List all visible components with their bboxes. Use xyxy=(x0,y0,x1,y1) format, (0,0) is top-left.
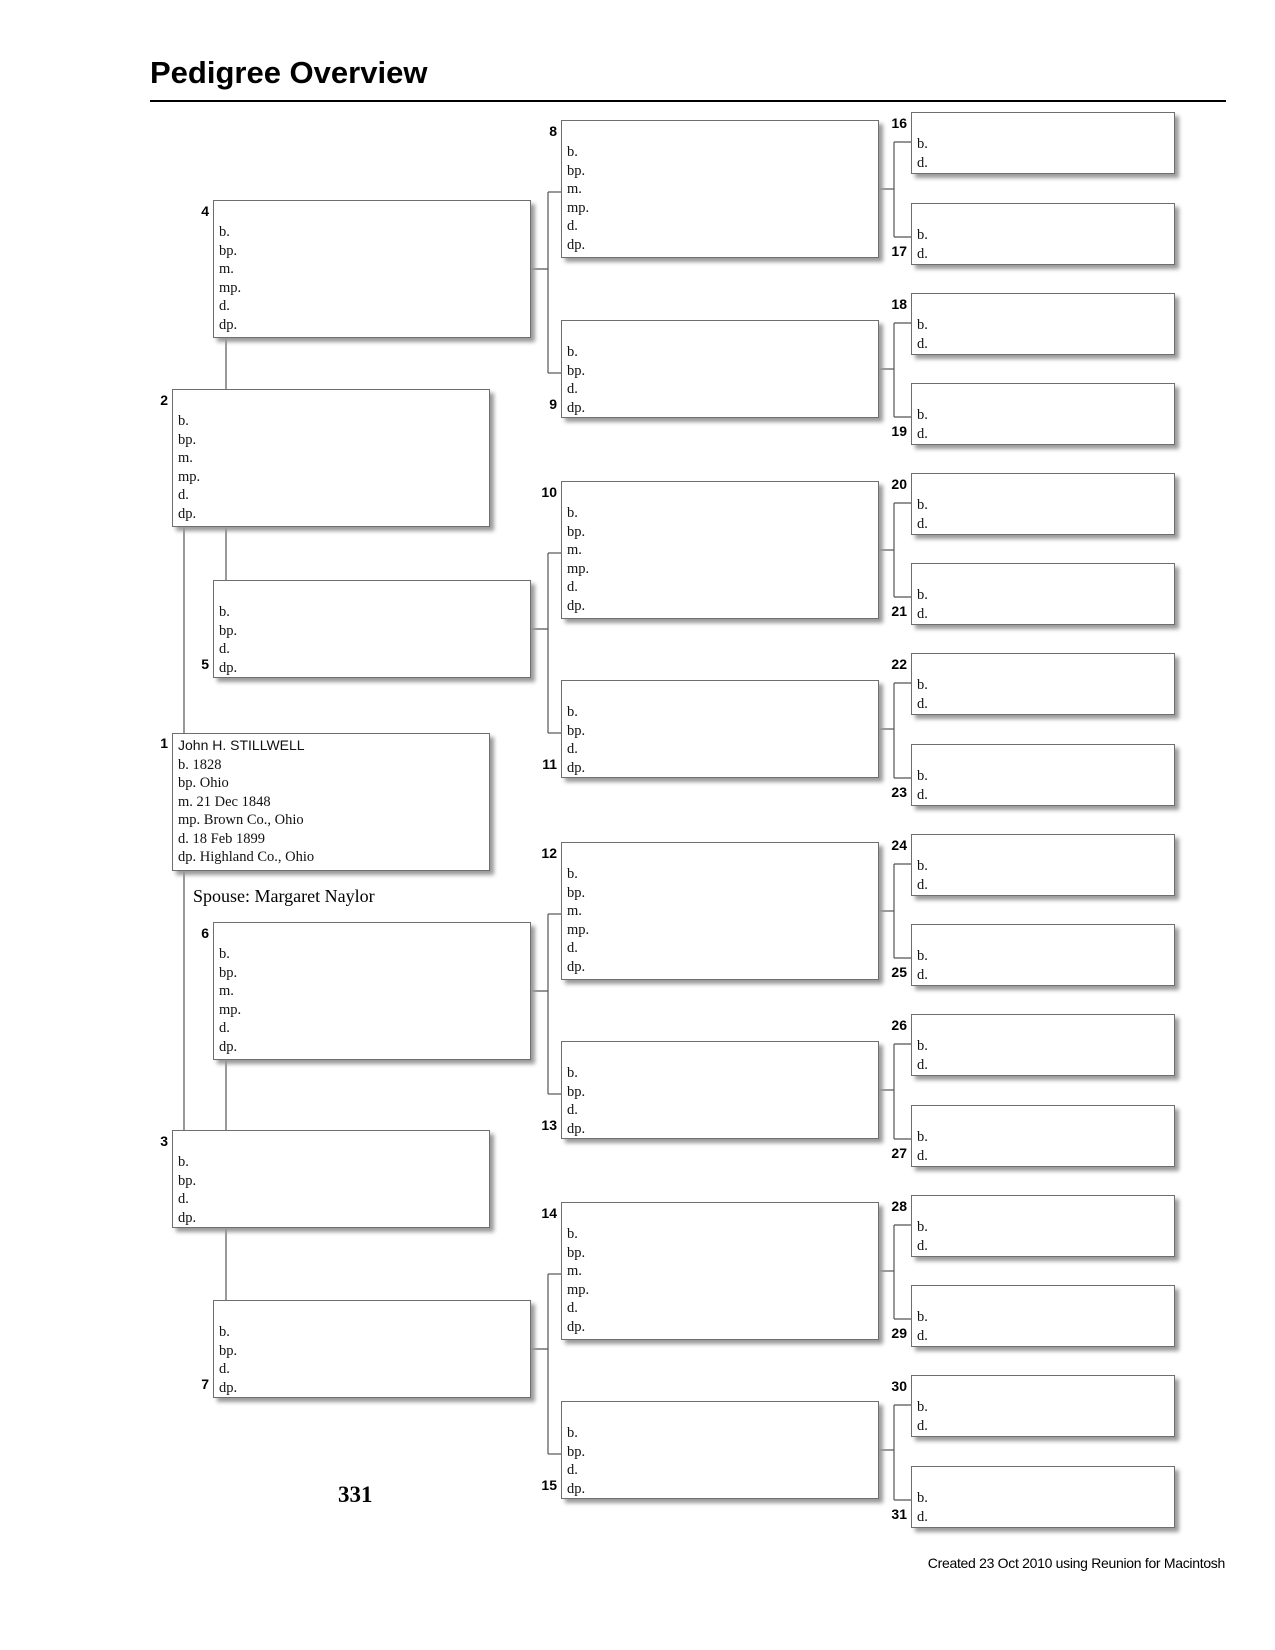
person-number: 22 xyxy=(891,656,907,672)
person-fact-line: d. xyxy=(917,425,928,442)
person-fact-line: bp. Ohio xyxy=(178,775,229,791)
person-number: 26 xyxy=(891,1017,907,1033)
person-number: 11 xyxy=(542,756,557,772)
person-fact-line: m. xyxy=(219,983,234,999)
person-box-17 xyxy=(911,203,1175,265)
person-fact-line: b. xyxy=(178,1154,189,1170)
person-fact-line: dp. xyxy=(567,597,586,614)
person-number: 10 xyxy=(541,484,557,500)
person-fact-line: bp. xyxy=(567,1083,586,1100)
person-number: 19 xyxy=(891,423,907,439)
person-fact-line: d. xyxy=(917,154,928,171)
person-fact-line: bp. xyxy=(567,884,586,901)
person-fact-line: b. xyxy=(567,704,578,720)
person-fact-line: b. xyxy=(917,858,928,874)
person-box-6 xyxy=(213,922,531,1060)
person-fact-line: d. xyxy=(567,1300,578,1316)
person-fact-line: b. xyxy=(219,604,230,620)
person-fact-line: b. xyxy=(917,768,928,784)
person-fact-line: bp. xyxy=(219,242,238,259)
person-fact-line: bp. xyxy=(219,1342,238,1359)
person-fact-line: d. 18 Feb 1899 xyxy=(178,830,265,847)
person-number: 15 xyxy=(541,1477,557,1493)
person-fact-line: d. xyxy=(917,695,928,712)
person-number: 7 xyxy=(201,1376,209,1392)
person-fact-line: b. xyxy=(917,1309,928,1325)
person-fact-line: b. xyxy=(178,413,189,429)
person-number: 6 xyxy=(201,925,209,941)
spouse-label: Spouse: Margaret Naylor xyxy=(193,886,375,906)
person-fact-line: d. xyxy=(917,245,928,262)
footer-credit: Created 23 Oct 2010 using Reunion for Macintosh xyxy=(927,1555,1225,1571)
person-fact-line: dp. xyxy=(567,399,586,416)
person-fact-line: b. xyxy=(219,224,230,240)
person-fact-line: bp. xyxy=(567,362,586,379)
person-box-15 xyxy=(561,1401,879,1499)
person-fact-line: m. xyxy=(567,181,582,197)
person-box-5 xyxy=(213,580,531,678)
person-fact-line: m. 21 Dec 1848 xyxy=(178,793,271,810)
person-fact-line: dp. xyxy=(178,1209,197,1226)
person-number: 2 xyxy=(160,392,168,408)
person-number: 9 xyxy=(549,396,557,412)
person-fact-line: mp. Brown Co., Ohio xyxy=(178,812,304,828)
person-fact-line: d. xyxy=(178,487,189,503)
person-fact-line: b. xyxy=(567,1425,578,1441)
person-fact-line: d. xyxy=(917,1327,928,1344)
person-fact-line: m. xyxy=(567,1263,582,1279)
person-fact-line: d. xyxy=(567,218,578,234)
person-box-10 xyxy=(561,481,879,619)
person-box-12 xyxy=(561,842,879,980)
person-fact-line: b. xyxy=(567,1226,578,1242)
person-fact-line: dp. xyxy=(219,1379,238,1396)
person-fact-line: bp. xyxy=(567,523,586,540)
person-fact-line: b. xyxy=(917,1490,928,1506)
person-box-27 xyxy=(911,1105,1175,1167)
person-box-7 xyxy=(213,1300,531,1398)
person-number: 20 xyxy=(891,476,907,492)
person-fact-line: d. xyxy=(567,1102,578,1118)
person-fact-line: d. xyxy=(567,381,578,397)
person-number: 28 xyxy=(891,1198,907,1214)
person-number: 8 xyxy=(549,123,557,139)
person-fact-line: dp. Highland Co., Ohio xyxy=(178,849,315,865)
person-fact-line: d. xyxy=(219,641,230,657)
person-fact-line: b. xyxy=(917,948,928,964)
person-fact-line: b. xyxy=(917,136,928,152)
person-number: 16 xyxy=(891,115,907,131)
person-fact-line: d. xyxy=(917,1147,928,1164)
person-fact-line: mp. xyxy=(178,468,201,485)
person-fact-line: d. xyxy=(917,876,928,893)
person-fact-line: b. xyxy=(567,344,578,360)
person-fact-line: bp. xyxy=(567,722,586,739)
page-title: Pedigree Overview xyxy=(150,55,428,90)
person-fact-line: bp. xyxy=(178,431,197,448)
person-box-8 xyxy=(561,120,879,258)
person-fact-line: d. xyxy=(917,1508,928,1525)
person-box-16 xyxy=(911,112,1175,174)
person-number: 24 xyxy=(891,837,907,853)
person-number: 3 xyxy=(160,1133,168,1149)
person-fact-line: bp. xyxy=(219,622,238,639)
person-fact-line: b. xyxy=(917,1399,928,1415)
person-fact-line: bp. xyxy=(178,1172,197,1189)
person-box-29 xyxy=(911,1285,1175,1347)
person-box-23 xyxy=(911,744,1175,806)
person-number: 27 xyxy=(891,1145,907,1161)
person-fact-line: b. xyxy=(917,1129,928,1145)
person-box-13 xyxy=(561,1041,879,1139)
person-number: 25 xyxy=(891,964,907,980)
person-box-11 xyxy=(561,680,879,778)
person-box-18 xyxy=(911,293,1175,355)
person-fact-line: d. xyxy=(178,1191,189,1207)
person-number: 14 xyxy=(541,1205,557,1221)
person-number: 21 xyxy=(891,603,907,619)
person-fact-line: d. xyxy=(219,1361,230,1377)
person-number: 5 xyxy=(201,656,209,672)
person-fact-line: mp. xyxy=(567,199,590,216)
person-fact-line: d. xyxy=(917,605,928,622)
person-fact-line: d. xyxy=(917,1417,928,1434)
person-fact-line: b. xyxy=(567,505,578,521)
person-name: John H. STILLWELL xyxy=(178,737,305,753)
person-fact-line: b. xyxy=(567,1065,578,1081)
person-fact-line: d. xyxy=(917,786,928,803)
person-fact-line: b. xyxy=(917,317,928,333)
page-number: 331 xyxy=(338,1482,373,1507)
person-fact-line: d. xyxy=(567,579,578,595)
person-box-19 xyxy=(911,383,1175,445)
person-fact-line: m. xyxy=(178,450,193,466)
person-box-30 xyxy=(911,1375,1175,1437)
person-fact-line: d. xyxy=(917,515,928,532)
person-fact-line: b. xyxy=(917,587,928,603)
person-fact-line: d. xyxy=(567,741,578,757)
person-fact-line: dp. xyxy=(219,1038,238,1055)
person-box-3 xyxy=(172,1130,490,1228)
person-fact-line: d. xyxy=(219,1020,230,1036)
person-fact-line: dp. xyxy=(567,759,586,776)
person-number: 18 xyxy=(891,296,907,312)
person-fact-line: dp. xyxy=(567,1120,586,1137)
person-box-9 xyxy=(561,320,879,418)
person-fact-line: dp. xyxy=(178,505,197,522)
person-number: 31 xyxy=(891,1506,907,1522)
person-box-25 xyxy=(911,924,1175,986)
person-fact-line: d. xyxy=(917,1056,928,1073)
person-fact-line: mp. xyxy=(567,560,590,577)
person-box-31 xyxy=(911,1466,1175,1528)
person-box-26 xyxy=(911,1014,1175,1076)
person-fact-line: bp. xyxy=(567,1244,586,1261)
person-number: 4 xyxy=(201,203,209,219)
person-number: 29 xyxy=(891,1325,907,1341)
person-fact-line: m. xyxy=(567,903,582,919)
person-box-4 xyxy=(213,200,531,338)
person-fact-line: b. xyxy=(219,1324,230,1340)
person-fact-line: d. xyxy=(219,298,230,314)
person-box-20 xyxy=(911,473,1175,535)
person-fact-line: b. xyxy=(917,497,928,513)
person-box-21 xyxy=(911,563,1175,625)
person-fact-line: d. xyxy=(917,335,928,352)
person-fact-line: mp. xyxy=(219,1001,242,1018)
person-fact-line: dp. xyxy=(567,1480,586,1497)
person-fact-line: b. xyxy=(917,1219,928,1235)
person-fact-line: d. xyxy=(567,1462,578,1478)
person-fact-line: b. xyxy=(917,1038,928,1054)
person-number: 30 xyxy=(891,1378,907,1394)
person-fact-line: bp. xyxy=(219,964,238,981)
person-fact-line: b. xyxy=(219,946,230,962)
person-box-24 xyxy=(911,834,1175,896)
person-box-14 xyxy=(561,1202,879,1340)
person-box-2 xyxy=(172,389,490,527)
person-fact-line: m. xyxy=(219,261,234,277)
person-fact-line: dp. xyxy=(567,1318,586,1335)
person-fact-line: bp. xyxy=(567,1443,586,1460)
person-fact-line: b. xyxy=(567,866,578,882)
person-fact-line: b. xyxy=(567,144,578,160)
person-fact-line: m. xyxy=(567,542,582,558)
person-number: 1 xyxy=(160,735,168,751)
person-fact-line: b. xyxy=(917,407,928,423)
person-fact-line: d. xyxy=(917,1237,928,1254)
person-box-22 xyxy=(911,653,1175,715)
person-box-1 xyxy=(172,733,490,871)
person-fact-line: mp. xyxy=(567,921,590,938)
person-fact-line: b. 1828 xyxy=(178,756,222,773)
person-fact-line: dp. xyxy=(219,316,238,333)
person-fact-line: dp. xyxy=(219,659,238,676)
person-fact-line: bp. xyxy=(567,162,586,179)
person-fact-line: mp. xyxy=(567,1281,590,1298)
person-number: 12 xyxy=(541,845,557,861)
person-fact-line: b. xyxy=(917,227,928,243)
person-number: 17 xyxy=(891,243,907,259)
person-fact-line: d. xyxy=(567,940,578,956)
person-fact-line: dp. xyxy=(567,958,586,975)
person-fact-line: dp. xyxy=(567,236,586,253)
person-number: 23 xyxy=(891,784,907,800)
person-fact-line: b. xyxy=(917,677,928,693)
person-fact-line: d. xyxy=(917,966,928,983)
person-fact-line: mp. xyxy=(219,279,242,296)
person-number: 13 xyxy=(541,1117,557,1133)
person-box-28 xyxy=(911,1195,1175,1257)
